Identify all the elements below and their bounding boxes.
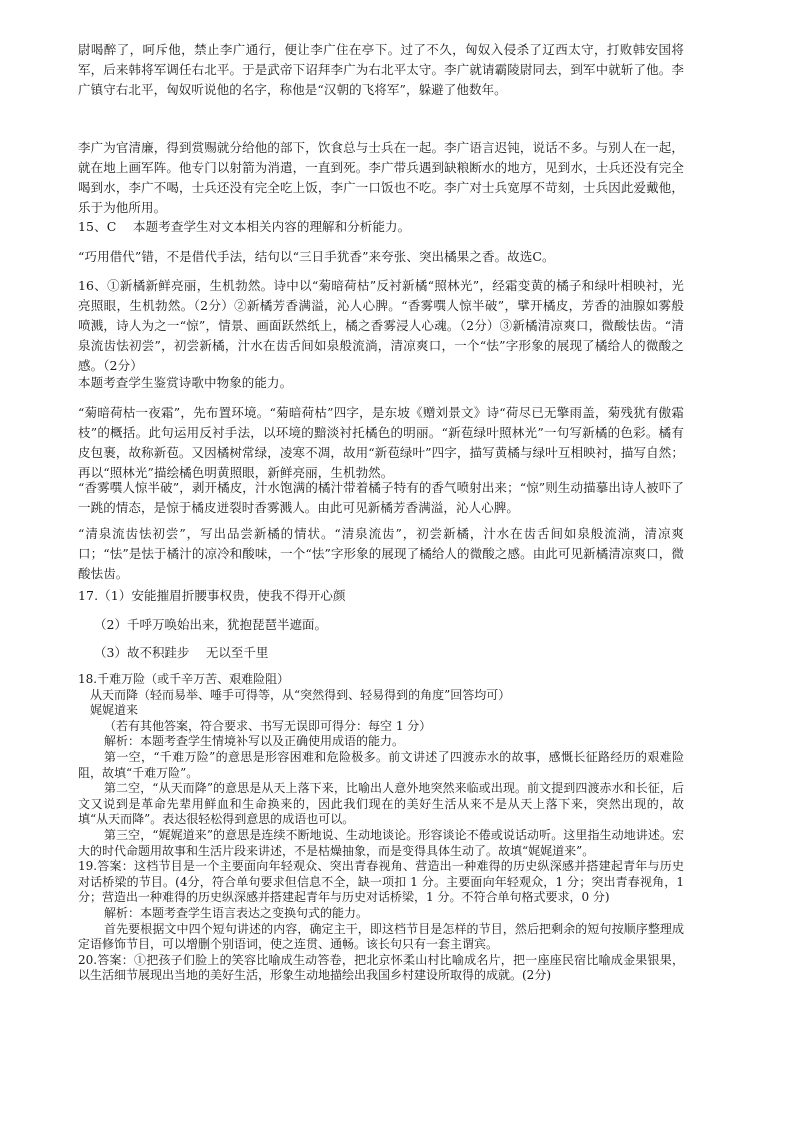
q16-analysis-1: “菊暗荷枯一夜霜”，先布置环境。“菊暗荷枯”四字，是东坡《赠刘景文》诗“荷尽已无擎雨盖，菊残犹有傲霜枝”的概括。此句运用反衬手法，以环境的黯淡衬托橘色的明丽。“新苞绿叶照林光”一句写新橘的色彩。橘有皮包裹，故称新苞。又因橘树常绿，凌寒不凋，故用“新苞绿叶”四字，描写黄橘与绿叶互相映衬，描写自然；再以“照林光”描绘橘色明黄照眼，新鲜亮丽，生机勃然。 [78,405,684,480]
q15-explanation: “巧用借代”错，不是借代手法，结句以“三日手犹香”来夸张、突出橘果之香。故选C。 [78,249,555,264]
q18-paragraph-2: 第二空，“从天而降”的意思是从天上落下来，比喻出人意外地突然来临或出现。前文提到四渡赤水和长征，后文又说到是革命先辈用鲜血和生命换来的，因此我们现在的美好生活从来不是从天上落下来，突然出现的，故填“从天而降”。表达很轻松得到意思的成语也可以。 [78,781,684,827]
q16-note: 本题考查学生鉴赏诗歌中物象的能力。 [78,375,293,390]
q18-line-4: （若有其他答案，符合要求、书写无误即可得分：每空 1 分） [104,718,432,733]
q18-block [78,672,684,984]
q18-paragraph-3: 第三空，“娓娓道来”的意思是连续不断地说、生动地谈论。形容谈论不倦或说话动听。这里指生动地讲述。宏大的时代命题用故事和生活片段来讲述，不是枯燥抽象，而是变得具体生动了。故填“娓娓道来”。 [78,827,684,858]
q19-line-2: 解析：本题考查学生语言表达之变换句式的能力。 [104,905,369,920]
q16-analysis-3: “清泉流齿怯初尝”，写出品尝新橘的情状。“清泉流齿”，初尝新橘，汁水在齿舌间如泉般流淌，清凉爽口；“怯”是怯于橘汁的凉冷和酸味，一个“怯”字形象的展现了橘给人的微酸之感。由此可见新橘清凉爽口，微酸怯齿。 [78,526,684,581]
q18-paragraph-1: 第一空，“千难万险”的意思是形容困难和危险极多。前文讲述了四渡赤水的故事，感慨长征路经历的艰难险阻，故填“千难万险”。 [78,749,684,780]
q18-line-5: 解析：本题考查学生情境补写以及正确使用成语的能力。 [104,734,405,749]
q18-line-2: 从天而降（轻而易举、唾手可得等，从“突然得到、轻易得到的角度”回答均可） [90,687,511,702]
q19-paragraph-3: 首先要根据文中四个短句讲述的内容，确定主干，即这档节目是怎样的节目，然后把剩余的短句按顺序整理成定语修饰节目，可以增删个别语词，使之连贯、通畅。该长句只有一套主谓宾。 [78,921,684,952]
q17-line-1: 17.（1）安能摧眉折腰事权贵，使我不得开心颜 [78,588,346,603]
q19-paragraph-1: 19.答案：这档节目是一个主要面向年轻观众、突出青春视角、营造出一种难得的历史纵深感并搭建起青年与历史对话桥梁的节目。(4分，符合单句要求但信息不全，缺一项扣 1 分。主要面向年轻观众，1 分；突出青春视角，1 分；营造出一种难得的历史纵深感并搭建起青年与历史对话桥梁，1 分。不符合单句格式要求，0 分) [78,859,684,905]
q16-answer: 16、①新橘新鲜亮丽，生机勃然。诗中以“菊暗荷枯”反衬新橘“照林光”，经霜变黄的橘子和绿叶相映衬，光亮照眼，生机勃然。（2分）②新橘芳香满溢，沁人心脾。“香雾噀人惊半破”，擘开橘皮，芳香的油腺如雾般喷溅，诗人为之一“惊”，情景、画面跃然纸上，橘之香雾浸人心魂。（2分）③新橘清凉爽口，微酸怯齿。“清泉流齿怯初尝”，初尝新橘，汁水在齿舌间如泉般流淌，清凉爽口，一个“怯”字形象的展现了橘给人的微酸之感。（2分） [78,278,684,373]
q18-line-1: 18.千难万险（或千辛万苦、艰难险阻） [78,672,290,686]
q18-line-3: 娓娓道来 [90,703,139,718]
q17-line-3: （3）故不积跬步 无以至千里 [94,645,269,660]
q15-answer: 15、C 本题考查学生对文本相关内容的理解和分析能力。 [78,219,411,234]
q17-line-2: （2）千呼万唤始出来，犹抱琵琶半遮面。 [94,617,327,632]
q20-paragraph-1: 20.答案：①把孩子们脸上的笑容比喻成生动答卷，把北京怀柔山村比喻成名片，把一座座民宿比喻成金果银果，以生活细节展现出当地的美好生活，形象生动地描绘出我国乡村建设所取得的成就。(2分) [78,952,684,983]
paragraph-translation-1: 尉喝醉了，呵斥他，禁止李广通行，便让李广住在亭下。过了不久，匈奴入侵杀了辽西太守，打败韩安国将军，后来韩将军调任右北平。于是武帝下诏拜李广为右北平太守。李广就请霸陵尉同去，到军中就斩了他。李广镇守右北平，匈奴听说他的名字，称他是“汉朝的飞将军”，躲避了他数年。 [78,42,684,97]
q16-analysis-2: “香雾噀人惊半破”，剥开橘皮，汁水饱满的橘汁带着橘子特有的香气喷射出来；“惊”则生动描摹出诗人被吓了一跳的情态，是惊于橘皮迸裂时香雾溅人。由此可见新橘芳香满溢，沁人心脾。 [78,480,684,515]
paragraph-translation-2: 李广为官清廉，得到赏赐就分给他的部下，饮食总与士兵在一起。李广语言迟钝，说话不多。与别人在一起，就在地上画军阵。他专门以射箭为消遣，一直到死。李广带兵遇到缺粮断水的地方，见到水，士兵还没有完全喝到水，李广不喝，士兵还没有完全吃上饭，李广一口饭也不吃。李广对士兵宽厚不苛刻，士兵因此爱戴他，乐于为他所用。 [78,140,684,215]
